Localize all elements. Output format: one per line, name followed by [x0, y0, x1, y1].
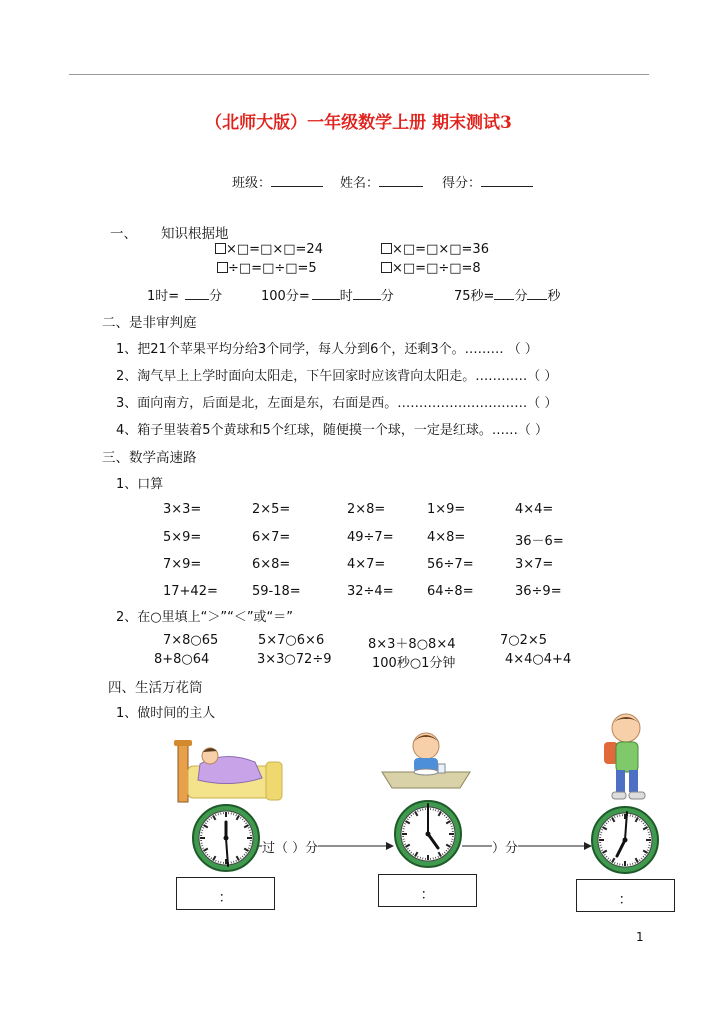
- time-answer-box-3[interactable]: [576, 879, 675, 912]
- oral-calc-item: 32÷4=: [347, 584, 394, 599]
- conversion-unit: 分: [209, 289, 223, 304]
- oral-calc-item: 59-18=: [252, 584, 301, 599]
- oral-calc-item: 7×9=: [163, 557, 202, 572]
- oral-calc-item: 3×3=: [163, 502, 202, 517]
- judge-item-3: 3、面向南方，后面是北，左面是东，右面是西。…………………………（ ）: [116, 396, 558, 411]
- compare-label: 2、在○里填上“＞”“＜”或“＝”: [116, 610, 294, 625]
- compare-item: 5×7○6×6: [258, 633, 325, 648]
- elapsed-time-label-2: ）分: [492, 837, 518, 856]
- oral-calc-item: 3×7=: [515, 557, 554, 572]
- conversion-text: 75秒=: [454, 289, 495, 304]
- oral-calc-item: 5×9=: [163, 530, 202, 545]
- oral-calc-item: 56÷7=: [427, 557, 474, 572]
- compare-item: 3×3○72÷9: [257, 652, 332, 667]
- compare-item: 7×8○65: [163, 633, 219, 648]
- oral-calc-item: 2×5=: [252, 502, 291, 517]
- equation-text: ×□=□÷□=8: [392, 261, 481, 276]
- equation-text: ÷□=□÷□=5: [228, 261, 317, 276]
- judge-item-4: 4、箱子里装着5个黄球和5个红球，随便摸一个球，一定是红球。……（ ）: [116, 423, 548, 438]
- oral-calc-item: 64÷8=: [427, 584, 474, 599]
- oral-calc-item: 4×8=: [427, 530, 466, 545]
- time-answer-box-1[interactable]: [176, 877, 275, 910]
- elapsed-time-label-1: 过（ ）分: [262, 837, 318, 856]
- time-separator: ：: [420, 887, 435, 903]
- judge-item-1: 1、把21个苹果平均分给3个同学，每人分到6个，还剩3个。……… （ ）: [116, 342, 538, 357]
- conversion-text: 100分=: [261, 289, 310, 304]
- clock-face-3: [592, 807, 658, 873]
- oral-calc-item: 17+42=: [163, 584, 218, 599]
- section4-heading: 四、生活万花筒: [108, 680, 203, 696]
- oral-calc-item: 1×9=: [427, 502, 466, 517]
- document-title: （北师大版）一年级数学上册 期末测试3: [205, 113, 512, 133]
- oral-calc-item: 2×8=: [347, 502, 386, 517]
- equation-text: ×□=□×□=36: [392, 242, 489, 257]
- equation-text: ×□=□×□=24: [226, 242, 323, 257]
- class-label: 班级：: [232, 176, 272, 191]
- section1-heading-num: 一、: [110, 226, 137, 242]
- judge-item-2: 2、淘气早上上学时面向太阳走，下午回家时应该背向太阳走。…………（ ）: [116, 369, 558, 384]
- oral-calc-item: 49÷7=: [347, 530, 394, 545]
- arrow-head-2: [584, 842, 592, 850]
- conversion-unit: 秒: [547, 289, 561, 304]
- section2-heading: 二、是非审判庭: [102, 315, 197, 331]
- time-separator: ：: [618, 892, 633, 908]
- oral-calc-item: 6×8=: [252, 557, 291, 572]
- section1-heading: 知识根据地: [161, 226, 229, 242]
- oral-calc-item: 6×7=: [252, 530, 291, 545]
- conversion-text: 1时=: [147, 289, 180, 304]
- oral-calc-label: 1、口算: [116, 477, 164, 492]
- compare-item: 4×4○4+4: [505, 652, 572, 667]
- conversion-unit: 分: [514, 289, 528, 304]
- conversion-unit: 分: [380, 289, 394, 304]
- arrow-head-1: [386, 842, 394, 850]
- compare-item: 100秒○1分钟: [372, 656, 456, 671]
- clock-face-1: [193, 805, 259, 871]
- conversion-unit: 时: [339, 289, 353, 304]
- time-separator: ：: [218, 890, 233, 906]
- oral-calc-item: 4×4=: [515, 502, 554, 517]
- oral-calc-item: 36－6=: [515, 534, 564, 549]
- compare-item: 7○2×5: [500, 633, 548, 648]
- compare-item: 8+8○64: [154, 652, 210, 667]
- name-label: 姓名：: [340, 176, 380, 191]
- page-number: 1: [636, 930, 644, 944]
- time-answer-box-2[interactable]: [378, 874, 477, 907]
- section3-heading: 三、数学高速路: [102, 450, 197, 466]
- time-master-label: 1、做时间的主人: [116, 706, 216, 721]
- compare-item: 8×3＋8○8×4: [368, 637, 456, 652]
- score-label: 得分：: [442, 176, 482, 191]
- oral-calc-item: 4×7=: [347, 557, 386, 572]
- clock-face-2: [395, 801, 461, 867]
- oral-calc-item: 36÷9=: [515, 584, 562, 599]
